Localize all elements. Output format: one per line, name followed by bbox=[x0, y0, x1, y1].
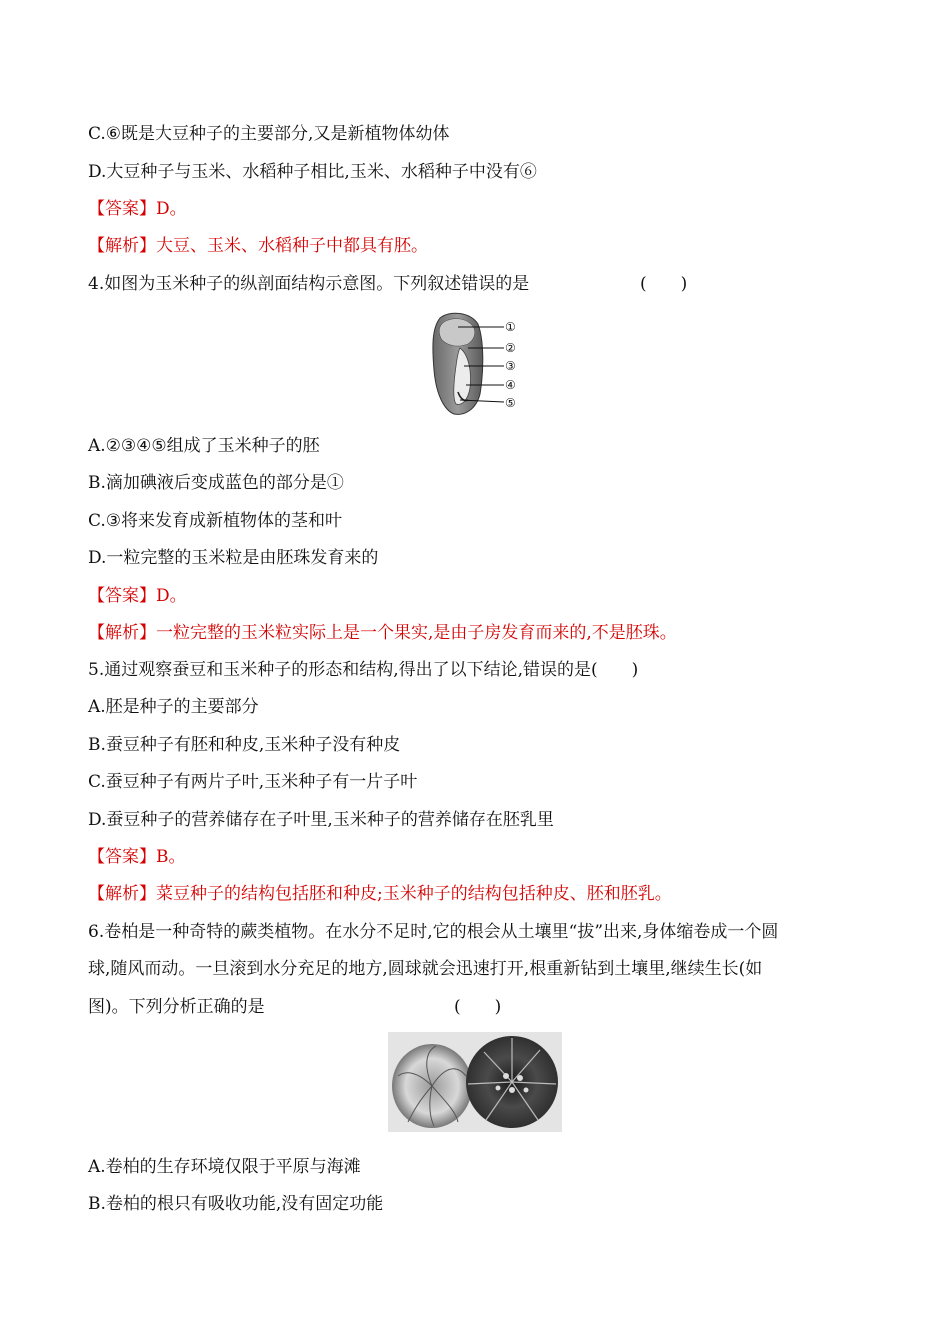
q6-answer-paren: ( ) bbox=[454, 997, 502, 1017]
q4-option-a: A.②③④⑤组成了玉米种子的胚 bbox=[88, 436, 320, 456]
q6-option-b: B.卷柏的根只有吸收功能,没有固定功能 bbox=[88, 1194, 384, 1214]
selaginella-photo bbox=[388, 1032, 562, 1132]
q4-answer: 【答案】D。 bbox=[88, 586, 187, 606]
q6-stem-line1: 6.卷柏是一种奇特的蕨类植物。在水分不足时,它的根会从土壤里“拔”出来,身体缩卷成一个圆 bbox=[88, 922, 779, 942]
q3-option-c: C.⑥既是大豆种子的主要部分,又是新植物体幼体 bbox=[88, 124, 450, 144]
q5-stem: 5.通过观察蚕豆和玉米种子的形态和结构,得出了以下结论,错误的是( ) bbox=[88, 660, 639, 680]
q5-option-b: B.蚕豆种子有胚和种皮,玉米种子没有种皮 bbox=[88, 735, 401, 755]
q5-option-c: C.蚕豆种子有两片子叶,玉米种子有一片子叶 bbox=[88, 772, 418, 792]
endosperm-region bbox=[439, 319, 475, 346]
q4-answer-paren: ( ) bbox=[640, 274, 688, 294]
q5-answer: 【答案】B。 bbox=[88, 847, 186, 867]
fig-label-1: ① bbox=[505, 320, 516, 334]
q4-stem: 4.如图为玉米种子的纵剖面结构示意图。下列叙述错误的是 bbox=[88, 274, 530, 294]
q6-option-a: A.卷柏的生存环境仅限于平原与海滩 bbox=[88, 1157, 361, 1177]
q4-option-b: B.滴加碘液后变成蓝色的部分是① bbox=[88, 473, 344, 493]
fig-label-3: ③ bbox=[505, 359, 516, 373]
fig-label-4: ④ bbox=[505, 378, 516, 392]
q5-option-d: D.蚕豆种子的营养储存在子叶里,玉米种子的营养储存在胚乳里 bbox=[88, 810, 554, 830]
q6-stem-line2: 球,随风而动。一旦滚到水分充足的地方,圆球就会迅速打开,根重新钻到土壤里,继续生长(如 bbox=[88, 959, 763, 979]
q6-stem-line3: 图)。下列分析正确的是 bbox=[88, 997, 265, 1017]
q4-analysis: 【解析】一粒完整的玉米粒实际上是一个果实,是由子房发育而来的,不是胚珠。 bbox=[88, 623, 677, 643]
q3-analysis: 【解析】大豆、玉米、水稻种子中都具有胚。 bbox=[88, 236, 428, 256]
q4-option-d: D.一粒完整的玉米粒是由胚珠发育来的 bbox=[88, 548, 379, 568]
fig-label-2: ② bbox=[505, 341, 516, 355]
q3-answer: 【答案】D。 bbox=[88, 199, 187, 219]
fig-label-5: ⑤ bbox=[505, 396, 516, 410]
corn-seed-diagram bbox=[428, 310, 528, 420]
q4-option-c: C.③将来发育成新植物体的茎和叶 bbox=[88, 511, 343, 531]
q3-option-d: D.大豆种子与玉米、水稻种子相比,玉米、水稻种子中没有⑥ bbox=[88, 162, 537, 182]
q5-analysis: 【解析】菜豆种子的结构包括胚和种皮;玉米种子的结构包括种皮、胚和胚乳。 bbox=[88, 884, 672, 904]
q5-option-a: A.胚是种子的主要部分 bbox=[88, 697, 259, 717]
